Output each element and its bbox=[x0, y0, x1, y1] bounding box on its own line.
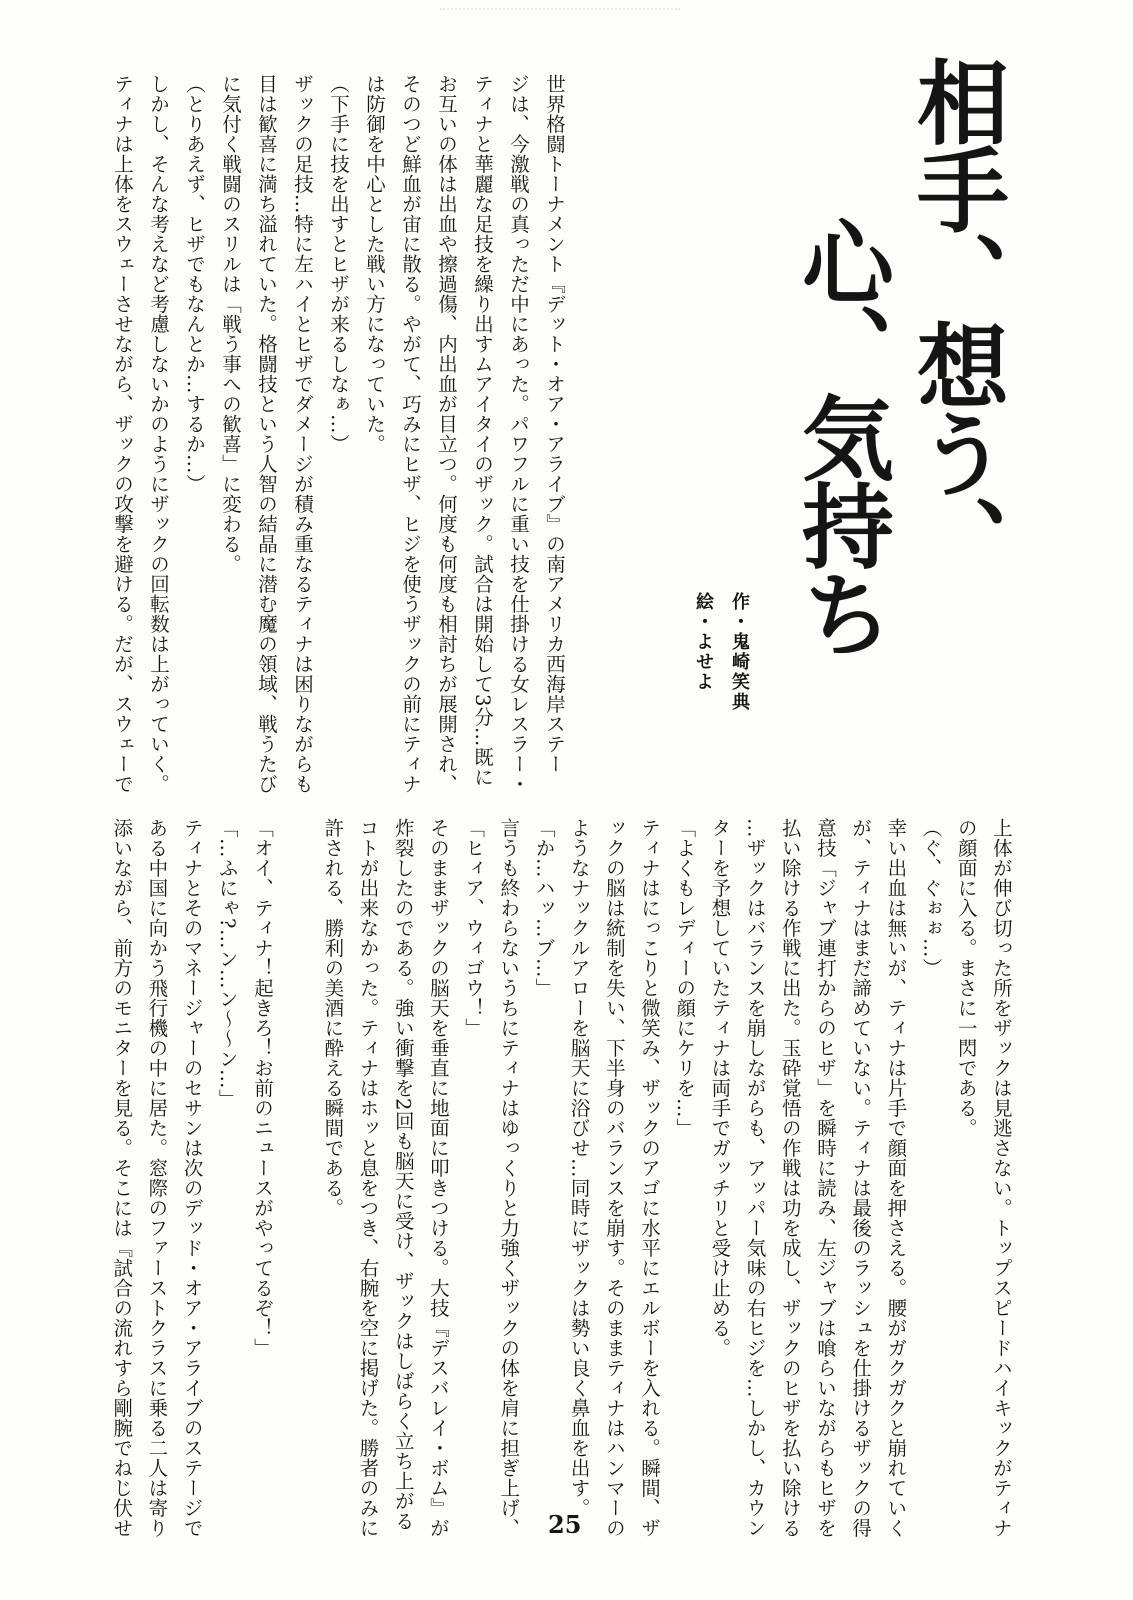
text-column: 「…ふにゃ?…ン…ン〜〜ン…」 bbox=[215, 818, 239, 1109]
page-number: 25 bbox=[548, 1510, 582, 1539]
text-column: しかし、そんな考えなど考慮しないかのようにザックの回転数は上がっていく。 bbox=[147, 74, 170, 794]
text-column: ザックの足技…特に左ハイとヒザでダメージが積み重なるティナは困りながらも bbox=[291, 74, 314, 794]
text-column: が、ティナはまだ諦めていない。ティナは最後のラッシュを仕掛けるザックの得 bbox=[849, 818, 873, 1538]
text-column: 目は歓喜に満ち溢れていた。格闘技という人智の結晶に潜む魔の領域、戦うたび bbox=[255, 74, 278, 794]
text-column: 「よくもレディーの顔にケリを…」 bbox=[673, 818, 697, 1138]
text-column: お互いの体は出血や擦過傷、内出血が目立つ。何度も何度も相討ちが展開され、 bbox=[435, 74, 458, 794]
text-column: ティナと華麗な足技を繰り出すムアイタイのザック。試合は開始して3分…既に bbox=[471, 74, 494, 787]
text-column: 添いながら、前方のモニターを見る。そこには『試合の流れすら剛腕でねじ伏せ bbox=[110, 818, 134, 1538]
text-column: ティナはにっこりと微笑み、ザックのアゴに水平にエルボーを入れる。瞬間、ザ bbox=[638, 818, 661, 1538]
text-column: 炸裂したのである。強い衝撃を2回も脳天に受け、ザックはしばらく立ち上がる bbox=[391, 818, 415, 1531]
text-column: コトが出来なかった。ティナはホッと息をつき、右腕を空に掲げた。勝者のみに bbox=[356, 818, 380, 1538]
text-column: 「か…ハッ…ブ…」 bbox=[532, 818, 556, 998]
text-column: 許される、勝利の美酒に酔える瞬間である。 bbox=[321, 818, 345, 1218]
text-column: ようなナックルアローを脳天に浴びせ…同時にザックは勢い良く鼻血を出す。 bbox=[567, 818, 591, 1518]
text-column: ティナとそのマネージャーのセサンは次のデッド・オア・アライブのステージで bbox=[180, 818, 204, 1538]
text-column: 上体が伸び切った所をザックは見逃さない。トップスピードハイキックがティナ bbox=[989, 818, 1013, 1538]
text-column: の顔面に入る。まさに一閃である。 bbox=[954, 818, 978, 1138]
text-column bbox=[280, 818, 315, 1528]
text-column: （ぐ、ぐぉぉ…） bbox=[919, 818, 943, 978]
story-title-line-2: 心、気持ち bbox=[787, 215, 894, 655]
text-column: そのままザックの脳天を垂直に地面に叩きつける。大技『デスバレイ・ボム』が bbox=[426, 818, 450, 1538]
text-column: （下手に技を出すとヒザが来るしなぁ…） bbox=[327, 74, 350, 454]
text-column: は防御を中心とした戦い方になっていた。 bbox=[363, 74, 386, 454]
text-column: ックの脳は統制を失い、下半身のバランスを崩す。そのままティナはハンマーの bbox=[602, 818, 626, 1538]
text-column: に気付く戦闘のスリルは「戦う事への歓喜」に変わる。 bbox=[219, 74, 242, 574]
text-column: 払い除ける作戦に出た。玉砕覚悟の作戦は功を成し、ザックのヒザを払い除ける bbox=[778, 818, 802, 1538]
text-column: そのつど鮮血が宙に散る。やがて、巧みにヒザ、ヒジを使うザックの前にティナ bbox=[399, 74, 422, 794]
illustrator-credit: 絵・よせよ bbox=[693, 592, 714, 692]
text-column: ティナは上体をスウェーさせながら、ザックの攻撃を避ける。だが、スウェーで bbox=[111, 74, 134, 794]
text-column: …ザックはバランスを崩しながらも、アッパー気味の右ヒジを…しかし、カウン bbox=[743, 818, 767, 1538]
text-column: 「オイ、ティナ！起きろ！お前のニュースがやってるぞ！」 bbox=[250, 818, 274, 1358]
author-credit: 作・鬼崎笑典 bbox=[729, 592, 750, 712]
text-column: 言うも終わらないうちにティナはゆっくりと力強くザックの体を肩に担ぎ上げ、 bbox=[497, 818, 521, 1538]
top-text-block bbox=[104, 74, 572, 794]
text-column: 「ヒィア、ウィゴウ！」 bbox=[462, 818, 486, 1038]
text-column: ある中国に向かう飛行機の中に居た。窓際のファーストクラスに乗る二人は寄り bbox=[145, 818, 169, 1538]
text-column: 意技「ジャブ連打からのヒザ」を瞬時に読み、左ジャブは喰らいながらもヒザを bbox=[813, 818, 837, 1538]
text-column: （とりあえず、ヒザでもなんとか…するか…） bbox=[183, 74, 206, 494]
scan-artifact bbox=[440, 8, 680, 24]
text-column: 世界格闘トーナメント『デット・オア・アライブ』の南アメリカ西海岸ステー bbox=[543, 74, 566, 774]
bottom-text-block bbox=[104, 818, 1019, 1538]
text-column: 幸い出血は無いが、ティナは片手で顔面を押さえる。腰がガクガクと崩れていく bbox=[884, 818, 908, 1538]
story-title-line-1: 相手、想う、 bbox=[902, 55, 1009, 583]
text-column: ターを予想していたティナは両手でガッチリと受け止める。 bbox=[708, 818, 732, 1358]
text-column: ジは、今激戦の真っただ中にあった。パワフルに重い技を仕掛ける女レスラー・ bbox=[507, 74, 530, 794]
